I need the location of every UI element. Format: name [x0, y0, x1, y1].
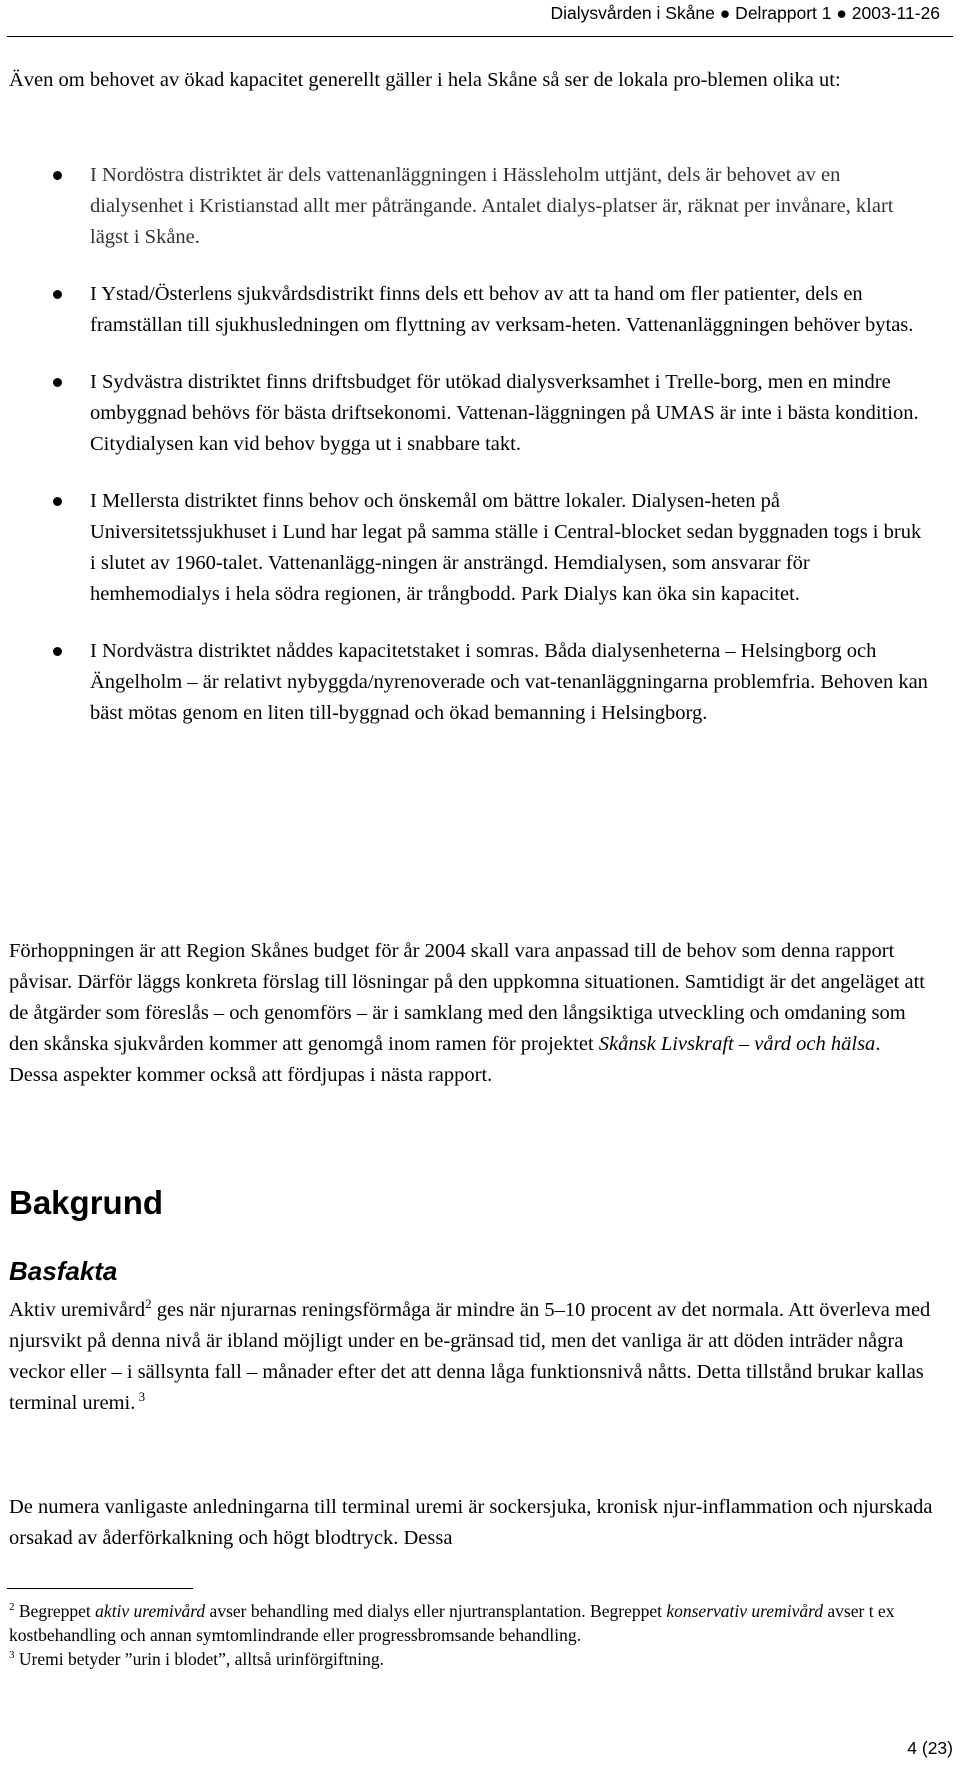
page-number: 4 (23): [907, 1738, 953, 1758]
footnote-ref-3[interactable]: 3: [135, 1389, 146, 1405]
bullet-dot-icon: [53, 171, 62, 180]
closing-paragraph: [9, 936, 934, 1091]
footnote-2: [9, 1599, 909, 1647]
subsection-heading: Basfakta: [9, 1256, 118, 1286]
section-heading: Bakgrund: [9, 1184, 164, 1221]
footnote-ref-2[interactable]: 2: [145, 1296, 152, 1312]
bullet-text: I Sydvästra distriktet finns driftsbudget för utökad dialysverksamhet i Trelle-borg, men en mindre ombyggnad behövs för bästa driftsekonomi. Vattenan-läggningen på UMAS är inte i bästa kondition. Citydialysen kan vid behov bygga ut i snabbare takt.: [90, 371, 919, 455]
basfakta-paragraph: [9, 1295, 934, 1419]
footnotes: [9, 1599, 909, 1671]
footnote-text: avser behandling med dialys eller njurtransplantation. Begreppet: [205, 1601, 667, 1621]
causes-paragraph: De numera vanligaste anledningarna till terminal uremi är sockersjuka, kronisk njur-inflammation och njurskada orsakad av åderförkalkning och högt blodtryck. Dessa: [9, 1496, 933, 1549]
header-divider: [7, 36, 953, 37]
bullet-text: I Nordvästra distriktet nåddes kapacitetstaket i somras. Båda dialysenheterna – Helsingborg och Ängelholm – är relativt nybyggda/nyrenoverade och vat-tenanläggningarna problemfria. Behoven kan bäst mötas genom en liten till-byggnad och ökad bemanning i Helsingborg.: [90, 640, 928, 724]
footnote-text: Begreppet: [14, 1601, 96, 1621]
bullet-text: I Mellersta distriktet finns behov och önskemål om bättre lokaler. Dialysen-heten på Universitetssjukhuset i Lund har legat på samma ställe i Central-blocket sedan byggnaden togs i bruk i slutet av 1960-talet. Vattenanlägg-ningen är ansträngd. Hemdialysen, som ansvarar för hemhemodialys i hela södra regionen, är trångbodd. Park Dialys kan öka sin kapacitet.: [90, 490, 922, 605]
footnote-number: 3: [9, 1649, 15, 1662]
bullet-mellersta: [0, 486, 930, 610]
bullet-text: I Nordöstra distriktet är dels vattenanläggningen i Hässleholm uttjänt, dels är behovet av en dialysenhet i Kristianstad allt mer påträngande. Antalet dialys-platser är, räknat per invånare, klart lägst i Skåne.: [90, 164, 894, 248]
bullet-text: I Ystad/Österlens sjukvårdsdistrikt finns dels ett behov av att ta hand om fler patienter, dels en framställan till sjukhusledningen om flyttning av verksam-heten. Vattenanläggningen behöver bytas.: [90, 283, 914, 336]
footnote-term: aktiv uremivård: [95, 1601, 206, 1621]
footnote-text: avser t ex kostbehandling och annan symtomlindrande eller progressbromsande behandling.: [9, 1601, 895, 1645]
project-name: Skånsk Livskraft – vård och hälsa: [598, 1033, 876, 1055]
basfakta-part1: Aktiv uremivård: [9, 1299, 146, 1321]
bullet-dot-icon: [53, 378, 62, 387]
bullet-nordostra: [0, 160, 930, 253]
bullet-ystad-osterlen: [0, 279, 930, 341]
bullet-sydvastra: [0, 367, 930, 460]
district-bullet-list: [0, 160, 940, 755]
basfakta-part2: ges när njurarnas reningsförmåga är mindre än 5–10 procent av det normala. Att överleva med njursvikt på denna nivå är ibland möjligt under en be-gränsad tid, men det vanliga är att döden inträder några veckor eller – i sällsynta fall – månader efter det att denna låga funktionsnivå nåtts. Detta tillstånd brukar kallas terminal uremi.: [9, 1299, 931, 1414]
bullet-nordvastra: [0, 636, 930, 729]
footnote-divider: [7, 1588, 193, 1589]
footnote-number: 2: [9, 1601, 15, 1614]
closing-text-after: . Dessa aspekter kommer också att fördjupas i nästa rapport.: [9, 1033, 881, 1086]
bullet-dot-icon: [53, 497, 62, 506]
bullet-dot-icon: [53, 290, 62, 299]
closing-text-before: Förhoppningen är att Region Skånes budget för år 2004 skall vara anpassad till de behov som denna rapport påvisar. Därför läggs konkreta förslag till lösningar på den uppkomna situationen. Samtidigt är det angeläget att de åtgärder som föreslås – och genomförs – är i samklang med den långsiktiga utveckling och omdaning som den skånska sjukvården kommer att genomgå inom ramen för projektet: [9, 940, 925, 1055]
intro-paragraph: Även om behovet av ökad kapacitet generellt gäller i hela Skåne så ser de lokala pro-blemen olika ut:: [9, 69, 841, 91]
bullet-dot-icon: [53, 647, 62, 656]
footnote-text: Uremi betyder ”urin i blodet”, alltså urinförgiftning.: [14, 1649, 385, 1669]
running-header: Dialysvården i Skåne ● Delrapport 1 ● 2003-11-26: [550, 3, 940, 23]
footnote-3: [9, 1647, 909, 1671]
footnote-term: konservativ uremivård: [666, 1601, 824, 1621]
